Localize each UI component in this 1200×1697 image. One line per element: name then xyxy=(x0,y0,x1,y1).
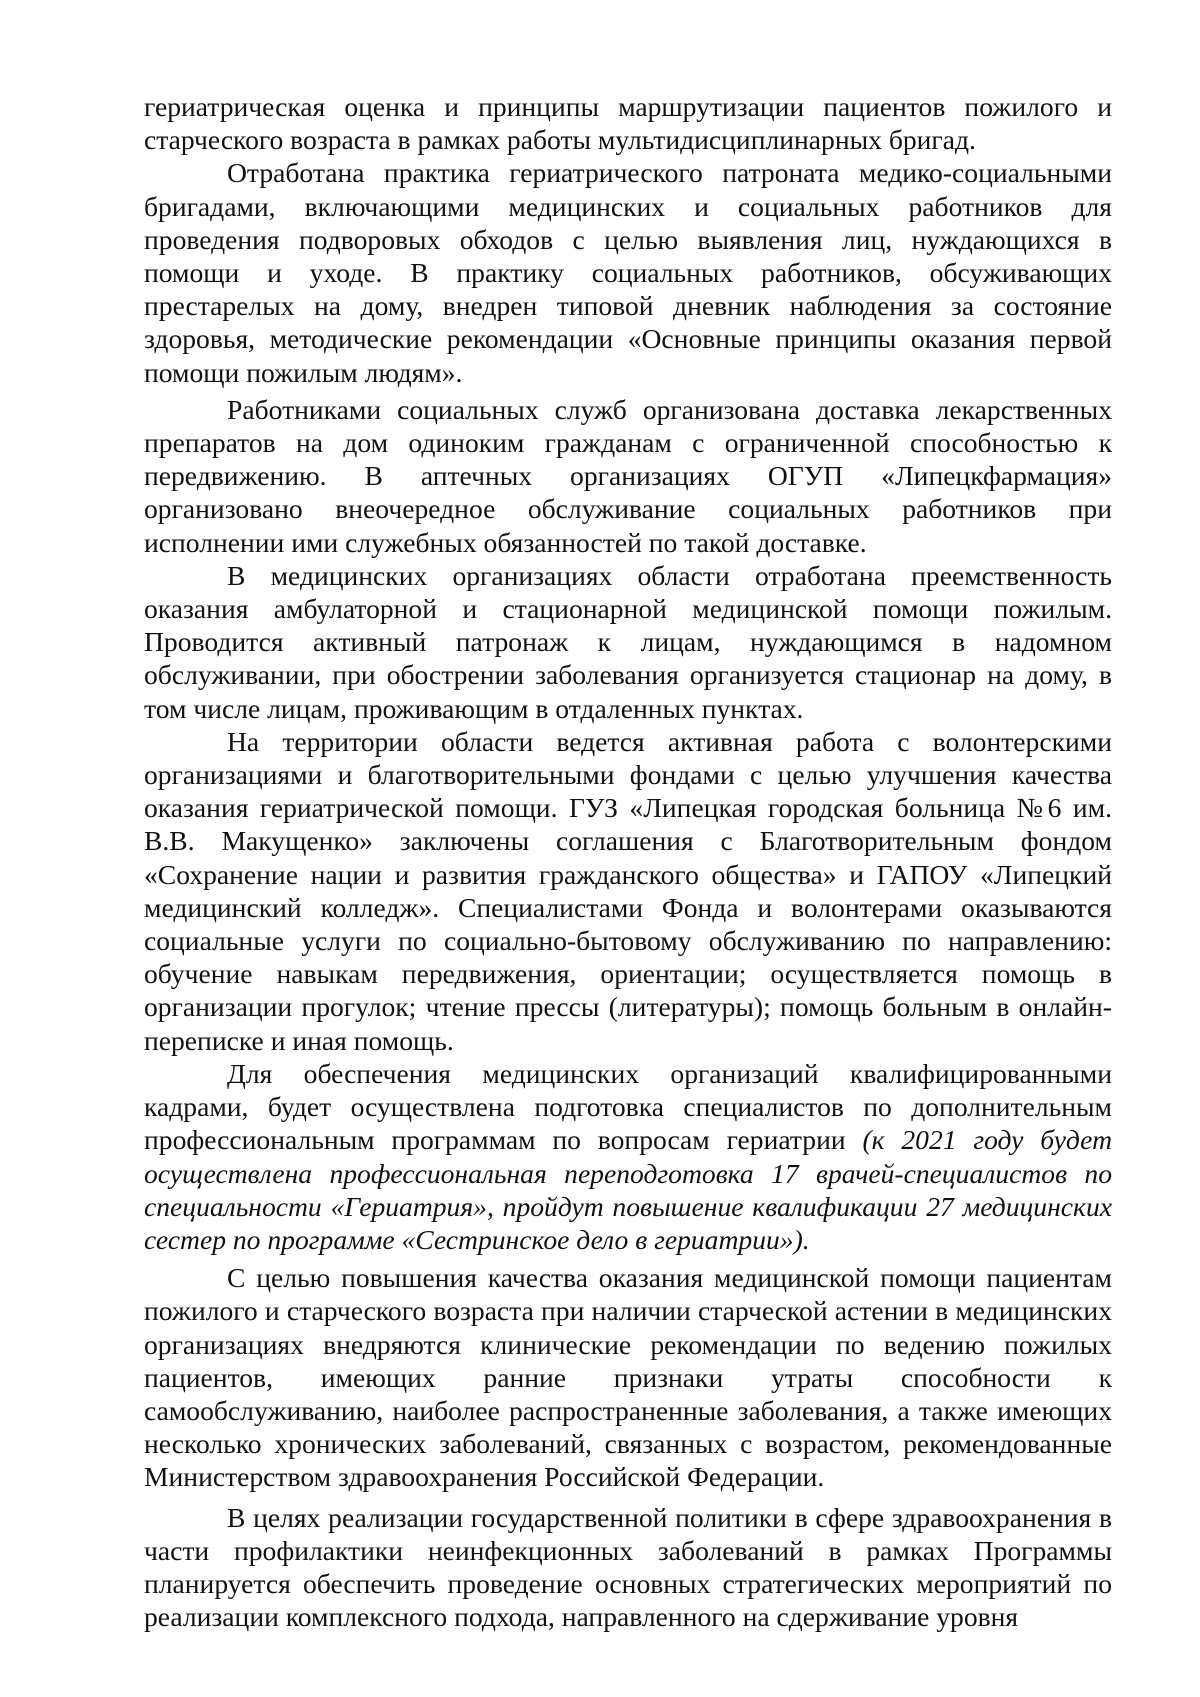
paragraph-volunteers: На территории области ведется активная работа с волонтерскими организациями и благотворительными фондами с целью улучшения качества оказания гериатрической помощи. ГУЗ «Липецкая городская больница №6 им. В.В. Макущенко» заключены соглашения с Благотворительным фондом «Сохранение нации и развития гражданского общества» и ГАПОУ «Липецкий медицинский колледж». Специалистами Фонда и волонтерами оказываются социальные услуги по социально-бытовому обслуживанию по направлению: обучение навыкам передвижения, ориентации; осуществляется помощь в организации прогулок; чтение прессы (литературы); помощь больным в онлайн-переписке и иная помощь. xyxy=(144,725,1112,1056)
paragraph-care-continuity: В медицинских организациях области отработана преемственность оказания амбулаторной и стационарной медицинской помощи пожилым. Проводится активный патронаж к лицам, нуждающимся в надомном обслуживании, при обострении заболевания организуется стационар на дому, в том числе лицам, проживающим в отдаленных пунктах. xyxy=(144,559,1112,724)
staff-training-italic-note: (к 2021 году будет осуществлена профессиональная переподготовка 17 врачей-специалистов по специальности «Гериатрия», пройдут повышение квалификации 27 медицинских сестер по программе «Сестринское дело в гериатрии»). xyxy=(144,1124,1112,1255)
document-page xyxy=(144,90,1112,1633)
paragraph-prevention-policy: В целях реализации государственной политики в сфере здравоохранения в части профилактики неинфекционных заболеваний в рамках Программы планируется обеспечить проведение основных стратегических мероприятий по реализации комплексного подхода, направленного на сдерживание уровня xyxy=(144,1501,1112,1633)
paragraph-medicine-delivery: Работниками социальных служб организована доставка лекарственных препаратов на дом одиноким гражданам с ограниченной способностью к передвижению. В аптечных организациях ОГУП «Липецкфармация» организовано внеочередное обслуживание социальных работников при исполнении ими служебных обязанностей по такой доставке. xyxy=(144,393,1112,558)
paragraph-staff-training xyxy=(144,1057,1112,1256)
paragraph-geriatric-patronage: Отработана практика гериатрического патроната медико-социальными бригадами, включающими медицинских и социальных работников для проведения подворовых обходов с целью выявления лиц, нуждающихся в помощи и уходе. В практику социальных работников, обсуживающих престарелых на дому, внедрен типовой дневник наблюдения за состояние здоровья, методические рекомендации «Основные принципы оказания первой помощи пожилым людям». xyxy=(144,157,1112,388)
paragraph-clinical-guidelines: С целью повышения качества оказания медицинской помощи пациентам пожилого и старческого возраста при наличии старческой астении в медицинских организациях внедряются клинические рекомендации по ведению пожилых пациентов, имеющих ранние признаки утраты способности к самообслуживанию, наиболее распространенные заболевания, а также имеющих несколько хронических заболеваний, связанных с возрастом, рекомендованные Министерством здравоохранения Российской Федерации. xyxy=(144,1262,1112,1493)
paragraph-continuation: гериатрическая оценка и принципы маршрутизации пациентов пожилого и старческого возраста в рамках работы мультидисциплинарных бригад. xyxy=(144,91,1112,156)
staff-training-text: Для обеспечения медицинских организаций квалифицированными кадрами, будет осуществлена подготовка специалистов по дополнительным профессиональным программам по вопросам гериатрии xyxy=(144,1057,1112,1156)
